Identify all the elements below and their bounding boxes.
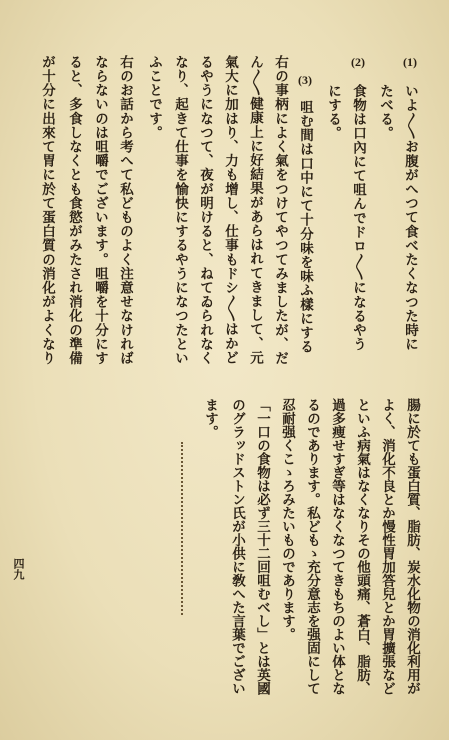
- text-column: 氣大に加はり、力も增し、仕事もドシ〳〵はかど: [223, 55, 238, 365]
- text-column: 過多痩せすぎ等はなくなつてきもちのよい体とな: [330, 398, 345, 695]
- text-column: のグラッドストン氏が小供に敎へた言葉でござい: [230, 398, 245, 695]
- text-column: 食物は口內にて咀んでドロ〳〵になるやう: [351, 84, 366, 352]
- text-column: なり、起きて仕事を愉快にするやうになつたとい: [173, 55, 188, 366]
- dotted-divider: [181, 442, 183, 615]
- text-column: ます。: [203, 398, 218, 439]
- text-column: ならないのは咀嚼でございます。咀嚼を十分にす: [93, 55, 108, 366]
- text-column: 忍耐强くこゝろみたいものであります。: [280, 398, 295, 641]
- list-marker-3: (3): [298, 73, 312, 87]
- text-column: るのであります。私どもゝ充分意志を强固にして: [305, 398, 320, 695]
- text-column: ると、多食しなくとも食慾がみたされ消化の準備: [67, 55, 82, 366]
- text-column: たべる。: [378, 84, 393, 141]
- text-column: ふことです。: [147, 55, 162, 140]
- text-column: ん〳〵健康上に好結果があらはれてきまして、元: [248, 55, 263, 365]
- text-column: 右の事柄によく氣をつけてやつてみましたが、だ: [273, 55, 288, 366]
- text-column: 咀む間は口中にて十分味を味ふ樣にする: [298, 100, 313, 354]
- list-marker-1: (1): [403, 55, 417, 69]
- text-column: るやうになつて、夜が明けると、ねてゐられなく: [198, 55, 213, 366]
- text-column: にする。: [326, 84, 341, 141]
- text-column: いよ〳〵お腹がへつて食べたくなつた時に: [403, 84, 418, 352]
- text-column: といふ病氣はなくなりその他頭痛、蒼白、脂肪、: [355, 398, 370, 695]
- text-column: 右のお話から考へて私どものよく注意せなければ: [118, 55, 133, 366]
- list-marker-2: (2): [351, 55, 365, 69]
- text-column: が十分に出來て胃に於て蛋白質の消化がよくなり: [40, 55, 55, 366]
- text-column: 腸に於ても蛋白質、脂肪、炭水化物の消化利用が: [405, 398, 420, 695]
- text-column: 「一口の食物は必ず三十二回咀むべし」とは英國: [255, 398, 270, 695]
- text-column: よく、消化不良とか慢性胃加答兒とか胃擴張など: [380, 398, 395, 695]
- page-number: 四九: [12, 558, 24, 580]
